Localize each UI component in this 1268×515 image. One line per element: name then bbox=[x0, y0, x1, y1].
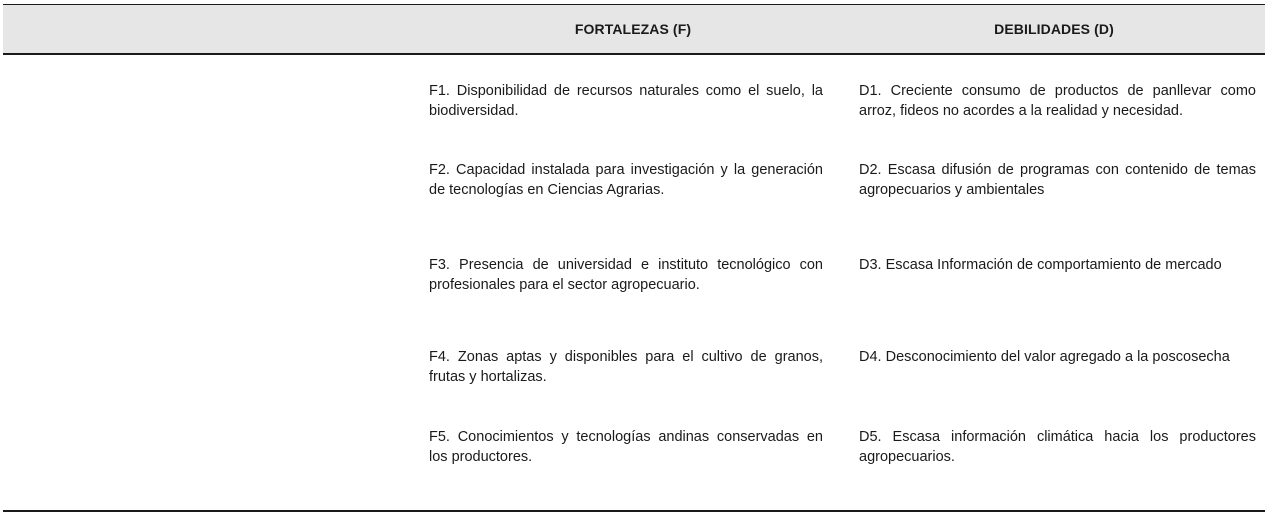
debilidad-item-5: D5. Escasa información climática hacia los productores agropecuarios. bbox=[859, 429, 1256, 465]
fortaleza-item-3: F3. Presencia de universidad e instituto tecnológico con profesionales para el sector agropecuario. bbox=[429, 257, 823, 293]
debilidad-item-4: D4. Desconocimiento del valor agregado a la poscosecha bbox=[859, 349, 1230, 365]
fortaleza-item-2: F2. Capacidad instalada para investigación y la generación de tecnologías en Ciencias Agrarias. bbox=[429, 162, 823, 198]
table-bottom-rule bbox=[3, 510, 1265, 512]
fortaleza-item-4: F4. Zonas aptas y disponibles para el cultivo de granos, frutas y hortalizas. bbox=[429, 349, 823, 385]
fortaleza-item-1: F1. Disponibilidad de recursos naturales como el suelo, la biodiversidad. bbox=[429, 83, 823, 119]
fortaleza-item-5: F5. Conocimientos y tecnologías andinas conservadas en los productores. bbox=[429, 429, 823, 465]
debilidad-item-2: D2. Escasa difusión de programas con contenido de temas agropecuarios y ambientales bbox=[859, 162, 1256, 198]
header-fortalezas: FORTALEZAS (F) bbox=[574, 21, 692, 37]
debilidad-item-1: D1. Creciente consumo de productos de panllevar como arroz, fideos no acordes a la realidad y necesidad. bbox=[859, 83, 1256, 119]
debilidad-item-3: D3. Escasa Información de comportamiento de mercado bbox=[859, 257, 1222, 273]
header-debilidades: DEBILIDADES (D) bbox=[994, 21, 1114, 37]
